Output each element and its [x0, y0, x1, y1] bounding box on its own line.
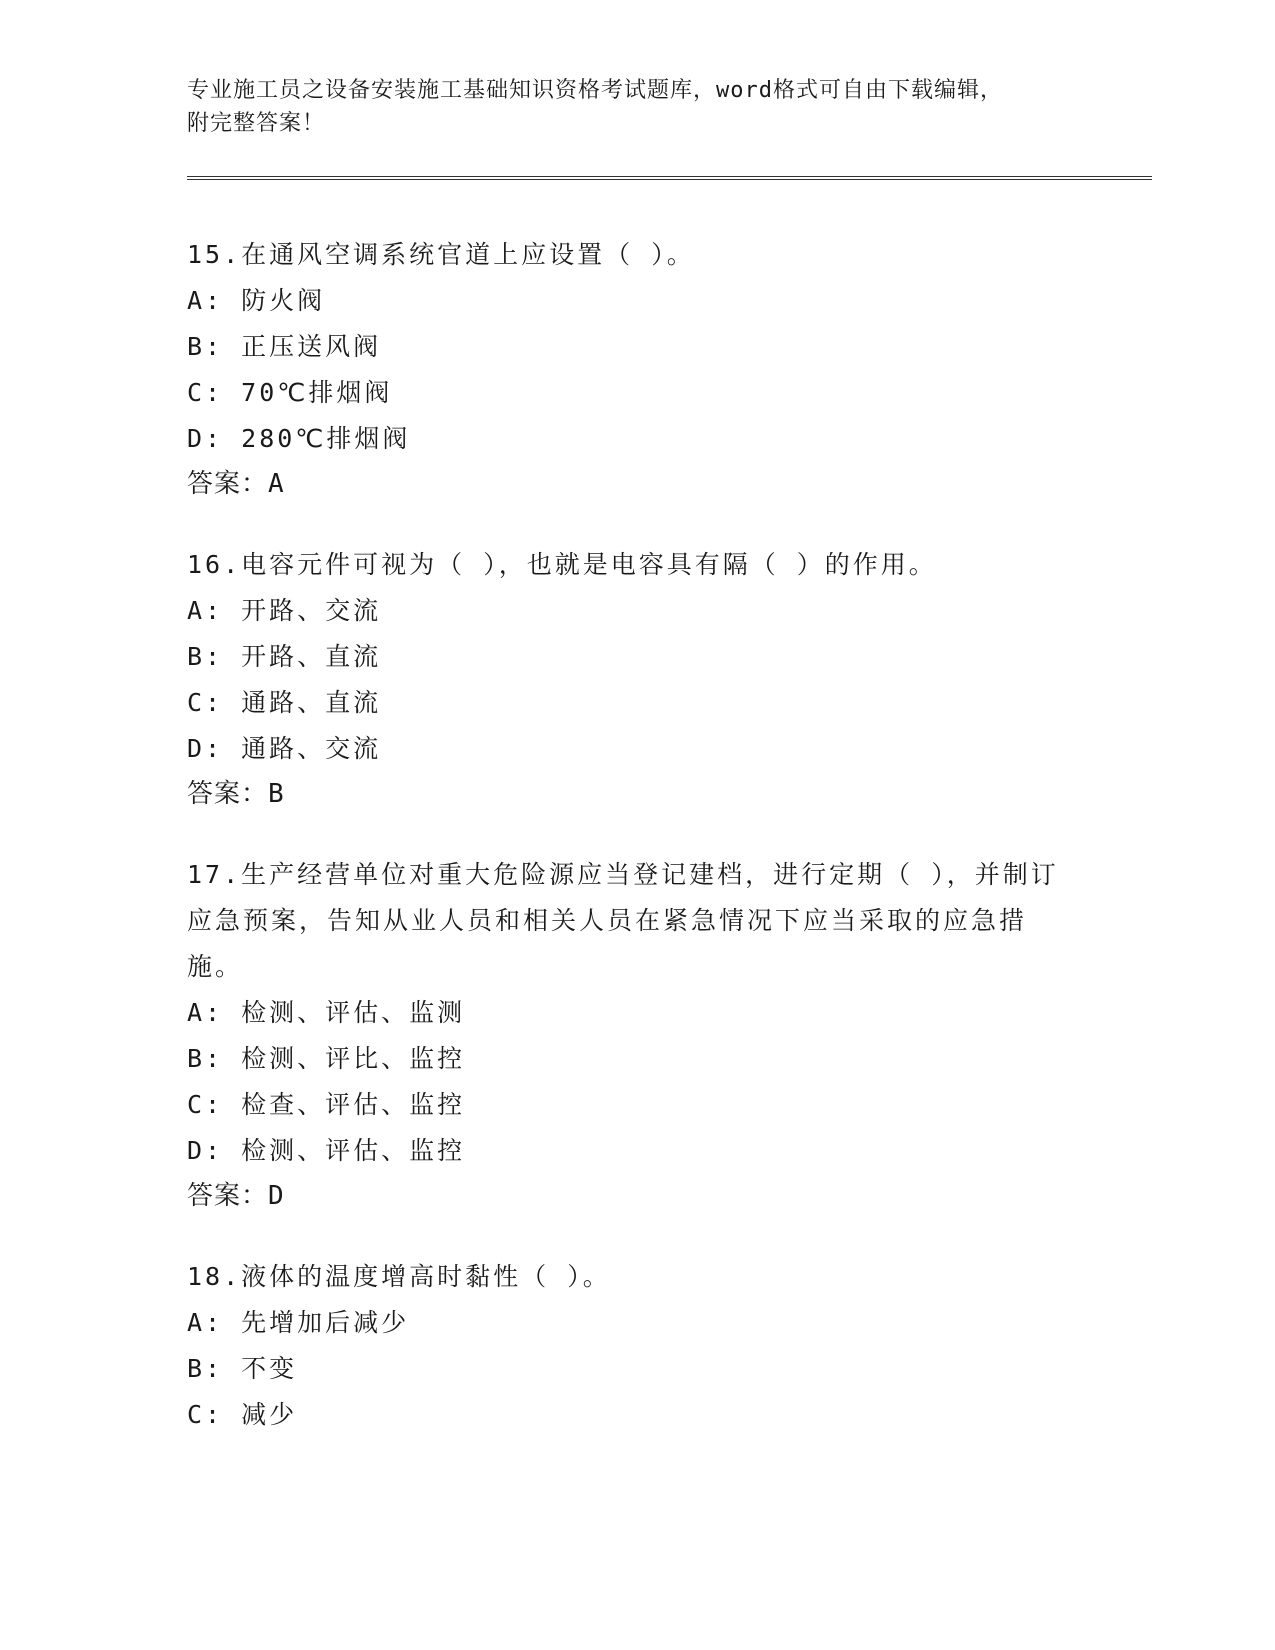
option-a: A: 检测、评估、监测: [187, 998, 466, 1027]
option-c: C: 检查、评估、监控: [187, 1090, 466, 1119]
option-b: B: 开路、直流: [187, 642, 382, 671]
question-17: [187, 852, 1067, 1218]
option-b: B: 不变: [187, 1354, 298, 1383]
document-header: [187, 74, 1087, 140]
option-b: B: 检测、评比、监控: [187, 1044, 466, 1073]
question-stem: 17.生产经营单位对重大危险源应当登记建档，进行定期（ ），并制订应急预案，告知从业人员和相关人员在紧急情况下应当采取的应急措施。: [187, 860, 1059, 981]
option-c: C: 减少: [187, 1400, 298, 1429]
question-15: [187, 232, 1067, 506]
answer-label: 答案：: [187, 469, 269, 499]
option-d: D: 检测、评估、监控: [187, 1136, 466, 1165]
answer-value: A: [268, 469, 285, 499]
option-c: C: 70℃排烟阀: [187, 378, 393, 407]
answer-value: D: [268, 1181, 285, 1211]
header-divider: [187, 176, 1152, 180]
header-line-1: 专业施工员之设备安装施工基础知识资格考试题库，word格式可自由下载编辑，: [187, 78, 1003, 103]
option-c: C: 通路、直流: [187, 688, 382, 717]
question-stem: 16.电容元件可视为（ ），也就是电容具有隔（ ）的作用。: [187, 550, 937, 579]
answer-label: 答案：: [187, 779, 269, 809]
option-a: A: 先增加后减少: [187, 1308, 410, 1337]
header-line-2: 附完整答案！: [187, 111, 326, 136]
answer-line: [187, 772, 1067, 816]
answer-value: B: [268, 779, 285, 809]
option-d: D: 280℃排烟阀: [187, 424, 411, 453]
question-18: [187, 1254, 1067, 1438]
option-a: A: 防火阀: [187, 286, 326, 315]
answer-label: 答案：: [187, 1181, 269, 1211]
option-b: B: 正压送风阀: [187, 332, 382, 361]
option-a: A: 开路、交流: [187, 596, 382, 625]
question-list: [187, 232, 1067, 1474]
option-d: D: 通路、交流: [187, 734, 382, 763]
question-16: [187, 542, 1067, 816]
question-stem: 15.在通风空调系统官道上应设置（ ）。: [187, 240, 695, 269]
answer-line: [187, 462, 1067, 506]
answer-line: [187, 1174, 1067, 1218]
question-stem: 18.液体的温度增高时黏性（ ）。: [187, 1262, 611, 1291]
